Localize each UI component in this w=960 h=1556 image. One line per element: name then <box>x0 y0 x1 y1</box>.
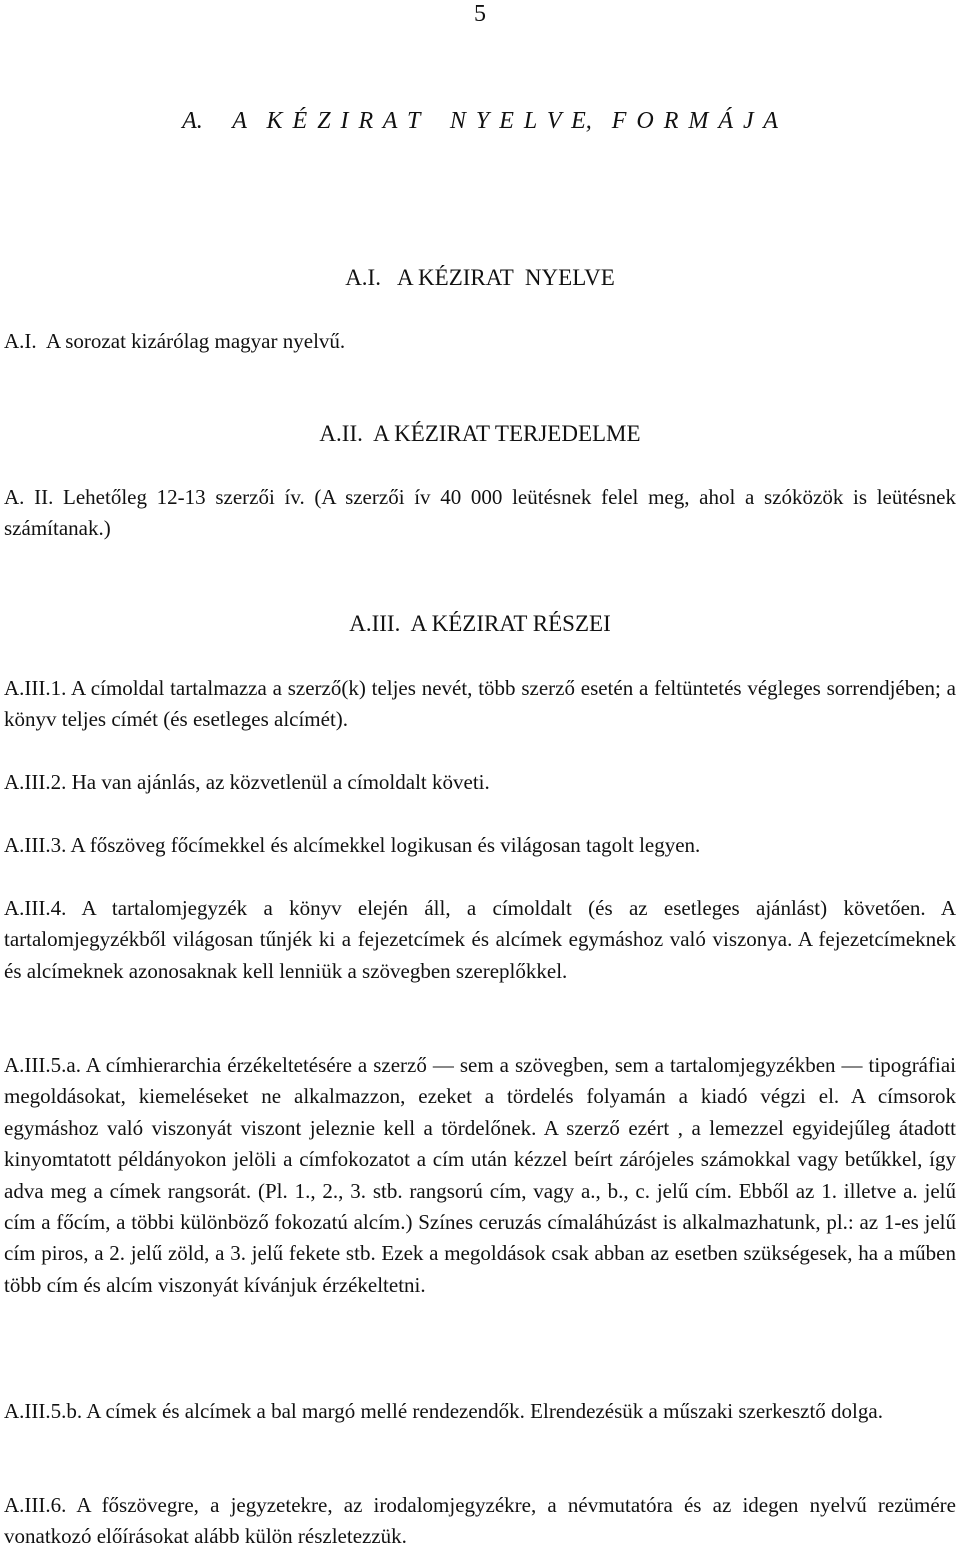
paragraph-a-iii-5b: A.III.5.b. A címek és alcímek a bal margó mellé rendezendők. Elrendezésük a műszaki szerkesztő dolga. <box>4 1399 883 1423</box>
paragraph-a-iii-5a: A.III.5.a. A címhierarchia érzékeltetésére a szerző — sem a szövegben, sem a tartalomjegyzékben — tipográfiai megoldásokat, kiemeléseket ne alkalmazzon, ezeket a tördelés folyamán a kiadó végzi el. A címsorok egymáshoz való viszonyát viszont jeleznie kell a tördelőnek. A szerző ezért , a lemezzel egyidejűleg átadott kinyomtatott példányokon jelöli a címfokozatot a cím után kézzel beírt zárójeles számokkal vagy betűkkel, így adva meg a címek rangsorát. (Pl. 1., 2., 3. stb. rangsorú cím, vagy a., b., c. jelű cím. Ebből az 1. illetve a. jelű cím a főcím, a többi különböző fokozatú alcím.) Színes ceruzás címaláhúzást is alkalmazhatunk, pl.: az 1-es jelű cím piros, a 2. jelű zöld, a 3. jelű fekete stb. Ezek a megoldások csak abban az esetben szükségesek, ha a műben több cím és alcím viszonyát kívánjuk érzékeltetni. <box>4 1053 956 1297</box>
section-title-nyelve: A.I. A KÉZIRAT NYELVE <box>345 265 615 290</box>
paragraph-a-iii-1: A.III.1. A címoldal tartalmazza a szerző(k) teljes nevét, több szerző esetén a feltüntetés végleges sorrendjében; a könyv teljes címét (és esetleges alcímét). <box>4 676 956 732</box>
section-title-terjedelme: A.II. A KÉZIRAT TERJEDELME <box>319 421 641 446</box>
page-number: 5 <box>474 1 486 27</box>
paragraph-a-ii: A. II. Lehetőleg 12-13 szerzői ív. (A szerzői ív 40 000 leütésnek felel meg, ahol a szóközök is leütésnek számítanak.) <box>4 485 956 541</box>
paragraph-a-iii-4: A.III.4. A tartalomjegyzék a könyv elején áll, a címoldalt (és az esetleges ajánlást) követően. A tartalomjegyzékből világosan tűnjék ki a fejezetcímek és alcímek egymáshoz való viszonya. A fejezetcímeknek és alcímeknek azonosaknak kell lenniük a szövegben szereplőkkel. <box>4 896 956 983</box>
paragraph-a-iii-2: A.III.2. Ha van ajánlás, az közvetlenül a címoldalt követi. <box>4 770 490 794</box>
paragraph-a-i: A.I. A sorozat kizárólag magyar nyelvű. <box>4 329 346 353</box>
paragraph-a-iii-6: A.III.6. A főszövegre, a jegyzetekre, az irodalomjegyzékre, a névmutatóra és az idegen nyelvű rezümére vonatkozó előírásokat alább külön részletezzük. <box>4 1493 956 1549</box>
chapter-heading: A. A K É Z I R A T N Y E L V E, F O R M Á J A <box>182 108 778 134</box>
paragraph-a-iii-3: A.III.3. A főszöveg főcímekkel és alcímekkel logikusan és világosan tagolt legyen. <box>4 833 701 857</box>
section-title-reszei: A.III. A KÉZIRAT RÉSZEI <box>349 611 611 636</box>
